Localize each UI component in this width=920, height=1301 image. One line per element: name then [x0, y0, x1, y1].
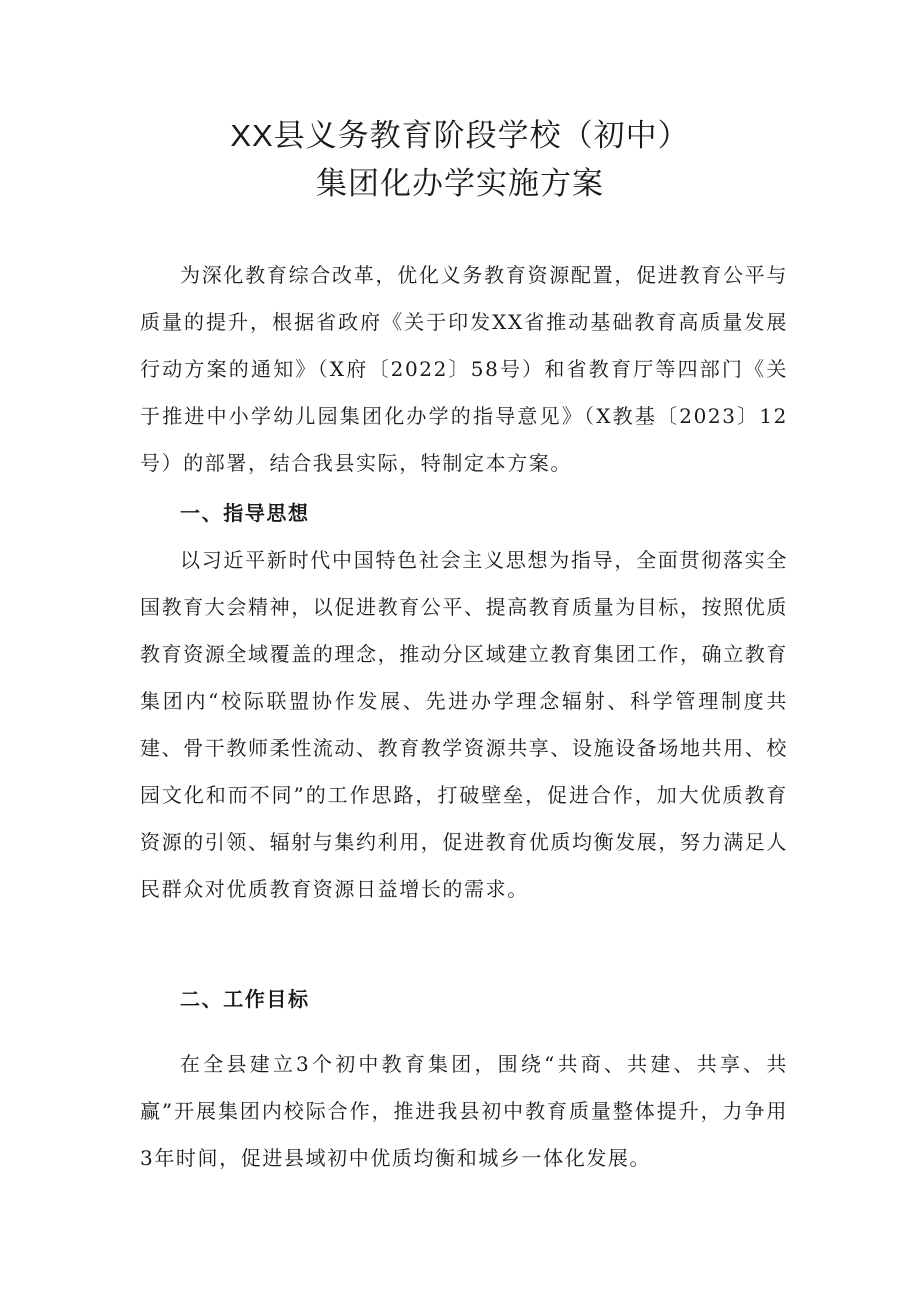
- section-2-paragraph: 在全县建立3个初中教育集团，围绕“共商、共建、共享、共赢”开展集团内校际合作，推进我县初中教育质量整体提升，力争用3年时间，促进县域初中优质均衡和城乡一体化发展。: [140, 1052, 788, 1170]
- section-2: [140, 976, 788, 1023]
- intro-section: [140, 252, 788, 487]
- section-1-heading: 一、指导思想: [180, 501, 310, 525]
- section-1: [140, 490, 788, 537]
- section-2-heading: 二、工作目标: [180, 987, 310, 1011]
- document-title-line-2: 集团化办学实施方案: [316, 166, 604, 201]
- intro-paragraph: 为深化教育综合改革，优化义务教育资源配置，促进教育公平与质量的提升，根据省政府《关于印发XX省推动基础教育高质量发展行动方案的通知》（X府〔2022〕58号）和省教育厅等四部门《关于推进中小学幼儿园集团化办学的指导意见》（X教基〔2023〕12号）的部署，结合我县实际，特制定本方案。: [140, 263, 788, 475]
- section-1-paragraph: 以习近平新时代中国特色社会主义思想为指导，全面贯彻落实全国教育大会精神，以促进教育公平、提高教育质量为目标，按照优质教育资源全域覆盖的理念，推动分区域建立教育集团工作，确立教育集团内“校际联盟协作发展、先进办学理念辐射、科学管理制度共建、骨干教师柔性流动、教育教学资源共享、设施设备场地共用、校园文化和而不同”的工作思路，打破壁垒，促进合作，加大优质教育资源的引领、辐射与集约利用，促进教育优质均衡发展，努力满足人民群众对优质教育资源日益增长的需求。: [140, 548, 788, 901]
- section-1-body: [140, 537, 788, 913]
- section-2-body: [140, 1041, 788, 1182]
- document-title-line-1: XX县义务教育阶段学校（初中）: [230, 118, 690, 153]
